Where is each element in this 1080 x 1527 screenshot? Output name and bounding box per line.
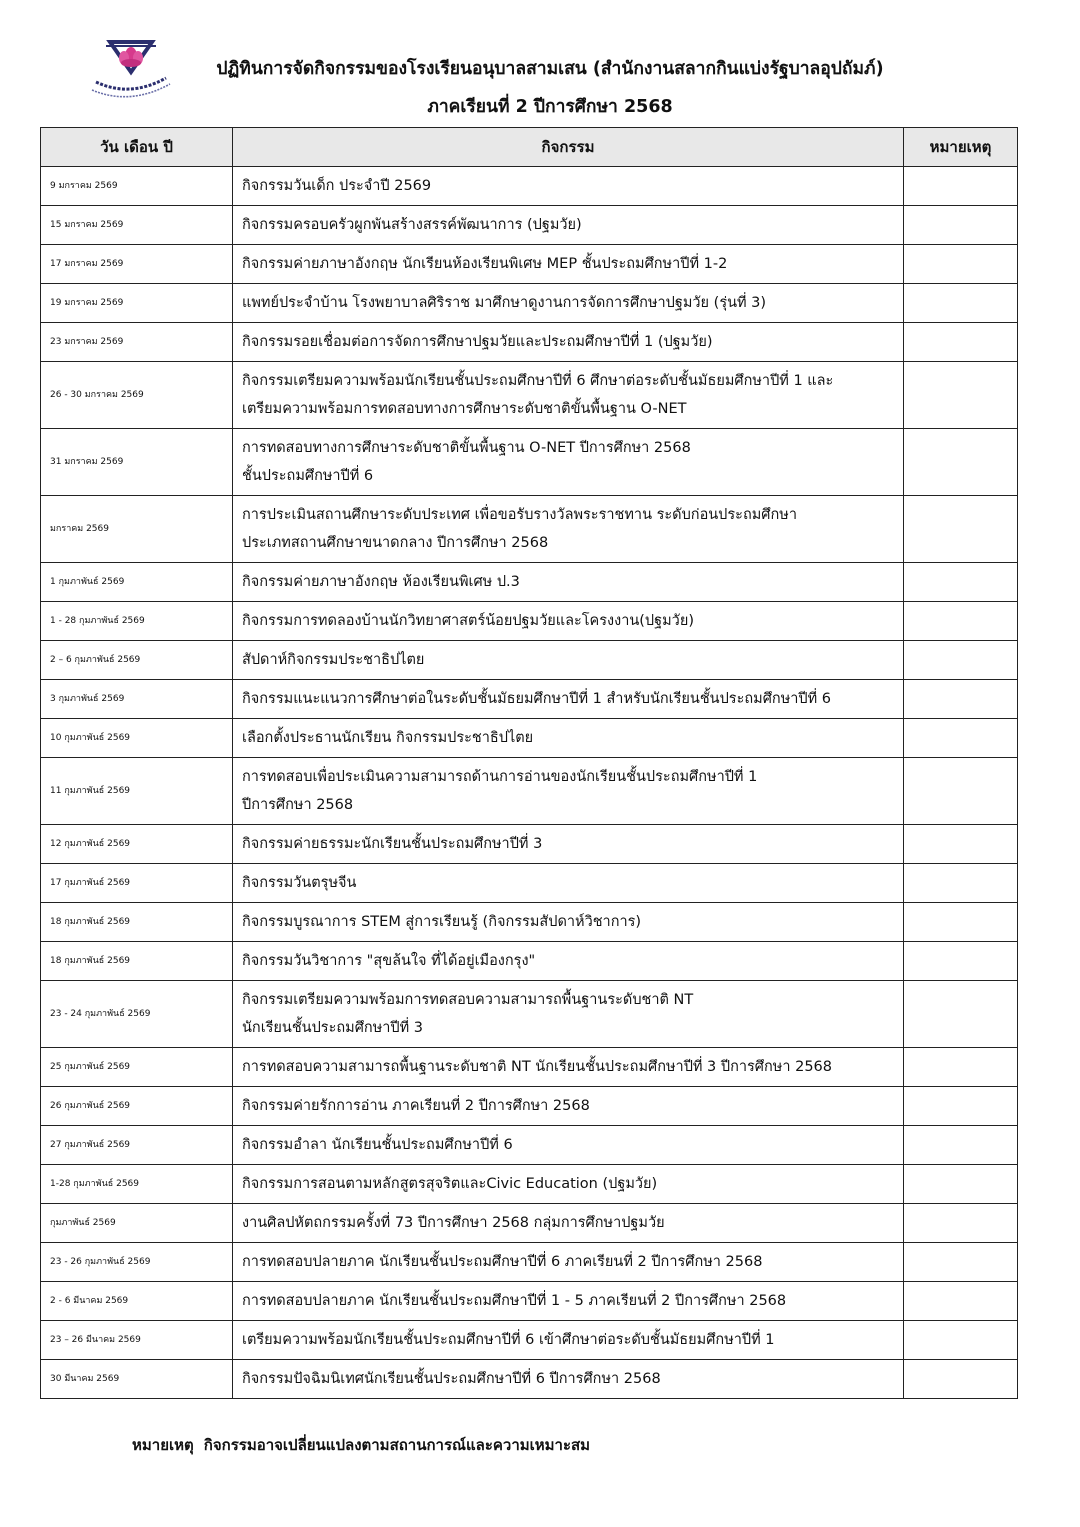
activity-cell (233, 602, 904, 641)
activity-line: เตรียมความพร้อมการทดสอบทางการศึกษาระดับชาติขั้นพื้นฐาน O-NET (242, 401, 687, 417)
table-row (41, 719, 1018, 758)
activity-cell (233, 942, 904, 981)
table-row (41, 563, 1018, 602)
table-row (41, 1204, 1018, 1243)
note-cell (904, 284, 1018, 323)
date-cell: 23 – 26 มีนาคม 2569 (41, 1321, 233, 1360)
school-logo (82, 38, 178, 102)
activity-line: กิจกรรมอำลา นักเรียนชั้นประถมศึกษาปีที่ 6 (242, 1137, 513, 1153)
table-row (41, 1048, 1018, 1087)
note-cell (904, 1126, 1018, 1165)
activity-cell (233, 1204, 904, 1243)
activity-cell (233, 323, 904, 362)
activity-cell (233, 864, 904, 903)
table-row (41, 981, 1018, 1048)
date-cell: 23 - 24 กุมภาพันธ์ 2569 (41, 981, 233, 1048)
date-cell: 26 กุมภาพันธ์ 2569 (41, 1087, 233, 1126)
table-row (41, 1165, 1018, 1204)
table-row (41, 1282, 1018, 1321)
note-cell (904, 981, 1018, 1048)
date-cell: 11 กุมภาพันธ์ 2569 (41, 758, 233, 825)
activity-cell (233, 245, 904, 284)
column-header-date: วัน เดือน ปี (41, 128, 233, 167)
date-cell: กุมภาพันธ์ 2569 (41, 1204, 233, 1243)
activity-line: การประเมินสถานศึกษาระดับประเทศ เพื่อขอรับรางวัลพระราชทาน ระดับก่อนประถมศึกษา (242, 507, 797, 523)
activity-line: กิจกรรมวันตรุษจีน (242, 875, 357, 891)
activity-cell (233, 719, 904, 758)
activity-line: การทดสอบทางการศึกษาระดับชาติขั้นพื้นฐาน O-NET ปีการศึกษา 2568 (242, 440, 691, 456)
activity-line: ชั้นประถมศึกษาปีที่ 6 (242, 468, 374, 484)
activity-cell (233, 496, 904, 563)
date-cell: 23 มกราคม 2569 (41, 323, 233, 362)
note-cell (904, 1321, 1018, 1360)
school-logo-icon (82, 38, 178, 102)
date-cell: 2 – 6 กุมภาพันธ์ 2569 (41, 641, 233, 680)
table-row (41, 1243, 1018, 1282)
activity-line: เลือกตั้งประธานนักเรียน กิจกรรมประชาธิปไตย (242, 730, 534, 746)
activity-cell (233, 284, 904, 323)
activity-line: กิจกรรมค่ายรักการอ่าน ภาคเรียนที่ 2 ปีการศึกษา 2568 (242, 1098, 590, 1114)
date-cell: 25 กุมภาพันธ์ 2569 (41, 1048, 233, 1087)
table-row (41, 167, 1018, 206)
note-cell (904, 245, 1018, 284)
activity-line: การทดสอบความสามารถพื้นฐานระดับชาติ NT นักเรียนชั้นประถมศึกษาปีที่ 3 ปีการศึกษา 2568 (242, 1059, 833, 1075)
date-cell: 31 มกราคม 2569 (41, 429, 233, 496)
table-row (41, 206, 1018, 245)
note-cell (904, 563, 1018, 602)
table-row (41, 680, 1018, 719)
date-cell: 9 มกราคม 2569 (41, 167, 233, 206)
note-cell (904, 1360, 1018, 1399)
note-cell (904, 1282, 1018, 1321)
note-cell (904, 1048, 1018, 1087)
note-cell (904, 602, 1018, 641)
table-row (41, 323, 1018, 362)
date-cell: 27 กุมภาพันธ์ 2569 (41, 1126, 233, 1165)
footer-note-label: หมายเหตุ (132, 1436, 194, 1454)
page-subtitle: ภาคเรียนที่ 2 ปีการศึกษา 2568 (427, 97, 673, 117)
note-cell (904, 1087, 1018, 1126)
activity-cell (233, 1048, 904, 1087)
table-header-row (41, 128, 1018, 167)
activity-cell (233, 1165, 904, 1204)
table-row (41, 825, 1018, 864)
activity-line: กิจกรรมการทดลองบ้านนักวิทยาศาสตร์น้อยปฐมวัยและโครงงาน(ปฐมวัย) (242, 613, 694, 629)
date-cell: 3 กุมภาพันธ์ 2569 (41, 680, 233, 719)
note-cell (904, 903, 1018, 942)
activity-cell (233, 167, 904, 206)
date-cell: 15 มกราคม 2569 (41, 206, 233, 245)
table-row (41, 1360, 1018, 1399)
activity-line: การทดสอบปลายภาค นักเรียนชั้นประถมศึกษาปีที่ 1 - 5 ภาคเรียนที่ 2 ปีการศึกษา 2568 (242, 1293, 787, 1309)
activity-line: กิจกรรมวันเด็ก ประจำปี 2569 (242, 178, 432, 194)
date-cell: 1 - 28 กุมภาพันธ์ 2569 (41, 602, 233, 641)
activity-cell (233, 1126, 904, 1165)
table-row (41, 602, 1018, 641)
activity-line: กิจกรรมปัจฉิมนิเทศนักเรียนชั้นประถมศึกษาปีที่ 6 ปีการศึกษา 2568 (242, 1371, 661, 1387)
activity-cell (233, 563, 904, 602)
note-cell (904, 641, 1018, 680)
note-cell (904, 167, 1018, 206)
activity-cell (233, 641, 904, 680)
activity-line: กิจกรรมครอบครัวผูกพันสร้างสรรค์พัฒนาการ (ปฐมวัย) (242, 217, 582, 233)
activity-cell (233, 758, 904, 825)
column-header-note: หมายเหตุ (904, 128, 1018, 167)
activity-line: กิจกรรมค่ายภาษาอังกฤษ ห้องเรียนพิเศษ ป.3 (242, 574, 520, 590)
note-cell (904, 1165, 1018, 1204)
activity-cell (233, 903, 904, 942)
activity-line: ปีการศึกษา 2568 (242, 797, 354, 813)
date-cell: 12 กุมภาพันธ์ 2569 (41, 825, 233, 864)
activity-line: กิจกรรมแนะแนวการศึกษาต่อในระดับชั้นมัธยมศึกษาปีที่ 1 สำหรับนักเรียนชั้นประถมศึกษาปีที่ 6 (242, 691, 831, 707)
table-row (41, 429, 1018, 496)
table-row (41, 641, 1018, 680)
activity-line: สัปดาห์กิจกรรมประชาธิปไตย (242, 652, 425, 668)
date-cell: 1 กุมภาพันธ์ 2569 (41, 563, 233, 602)
table-row (41, 1087, 1018, 1126)
activity-line: การทดสอบเพื่อประเมินความสามารถด้านการอ่านของนักเรียนชั้นประถมศึกษาปีที่ 1 (242, 769, 758, 785)
date-cell: 17 กุมภาพันธ์ 2569 (41, 864, 233, 903)
activity-cell (233, 1282, 904, 1321)
activity-line: กิจกรรมเตรียมความพร้อมนักเรียนชั้นประถมศึกษาปีที่ 6 ศึกษาต่อระดับชั้นมัธยมศึกษาปีที่ 1 และ (242, 373, 834, 389)
activity-line: กิจกรรมการสอนตามหลักสูตรสุจริตและCivic Education (ปฐมวัย) (242, 1176, 658, 1192)
note-cell (904, 719, 1018, 758)
date-cell: 18 กุมภาพันธ์ 2569 (41, 903, 233, 942)
date-cell: 19 มกราคม 2569 (41, 284, 233, 323)
note-cell (904, 864, 1018, 903)
date-cell: 23 - 26 กุมภาพันธ์ 2569 (41, 1243, 233, 1282)
date-cell: 10 กุมภาพันธ์ 2569 (41, 719, 233, 758)
note-cell (904, 429, 1018, 496)
note-cell (904, 942, 1018, 981)
date-cell: 26 - 30 มกราคม 2569 (41, 362, 233, 429)
activity-line: งานศิลปหัตถกรรมครั้งที่ 73 ปีการศึกษา 2568 กลุ่มการศึกษาปฐมวัย (242, 1215, 665, 1231)
activity-line: แพทย์ประจำบ้าน โรงพยาบาลศิริราช มาศึกษาดูงานการจัดการศึกษาปฐมวัย (รุ่นที่ 3) (242, 295, 767, 311)
table-row (41, 284, 1018, 323)
activity-line: กิจกรรมรอยเชื่อมต่อการจัดการศึกษาปฐมวัยและประถมศึกษาปีที่ 1 (ปฐมวัย) (242, 334, 713, 350)
activity-calendar-table (40, 127, 1018, 1399)
note-cell (904, 362, 1018, 429)
note-cell (904, 206, 1018, 245)
activity-line: กิจกรรมบูรณาการ STEM สู่การเรียนรู้ (กิจกรรมสัปดาห์วิชาการ) (242, 914, 642, 930)
note-cell (904, 1243, 1018, 1282)
activity-line: กิจกรรมค่ายธรรมะนักเรียนชั้นประถมศึกษาปีที่ 3 (242, 836, 543, 852)
activity-cell (233, 206, 904, 245)
activity-line: กิจกรรมเตรียมความพร้อมการทดสอบความสามารถพื้นฐานระดับชาติ NT (242, 992, 694, 1008)
table-row (41, 1321, 1018, 1360)
table-row (41, 362, 1018, 429)
activity-cell (233, 1243, 904, 1282)
table-row (41, 1126, 1018, 1165)
date-cell: 30 มีนาคม 2569 (41, 1360, 233, 1399)
note-cell (904, 825, 1018, 864)
activity-line: ประเภทสถานศึกษาขนาดกลาง ปีการศึกษา 2568 (242, 535, 549, 551)
table-row (41, 758, 1018, 825)
table-row (41, 942, 1018, 981)
note-cell (904, 323, 1018, 362)
activity-cell (233, 680, 904, 719)
activity-line: นักเรียนชั้นประถมศึกษาปีที่ 3 (242, 1020, 423, 1036)
note-cell (904, 758, 1018, 825)
note-cell (904, 1204, 1018, 1243)
page-title: ปฏิทินการจัดกิจกรรมของโรงเรียนอนุบาลสามเสน (สำนักงานสลากกินแบ่งรัฐบาลอุปถัมภ์) (216, 59, 884, 79)
table-row (41, 496, 1018, 563)
activity-cell (233, 1087, 904, 1126)
activity-line: กิจกรรมวันวิชาการ "สุขล้นใจ ที่ได้อยู่เมืองกรุง" (242, 953, 536, 969)
activity-line: การทดสอบปลายภาค นักเรียนชั้นประถมศึกษาปีที่ 6 ภาคเรียนที่ 2 ปีการศึกษา 2568 (242, 1254, 763, 1270)
table-row (41, 245, 1018, 284)
footer-note-text: กิจกรรมอาจเปลี่ยนแปลงตามสถานการณ์และความเหมาะสม (203, 1436, 591, 1454)
activity-cell (233, 362, 904, 429)
activity-cell (233, 429, 904, 496)
activity-line: เตรียมความพร้อมนักเรียนชั้นประถมศึกษาปีที่ 6 เข้าศึกษาต่อระดับชั้นมัธยมศึกษาปีที่ 1 (242, 1332, 775, 1348)
date-cell: 17 มกราคม 2569 (41, 245, 233, 284)
date-cell: 1-28 กุมภาพันธ์ 2569 (41, 1165, 233, 1204)
note-cell (904, 680, 1018, 719)
date-cell: 2 - 6 มีนาคม 2569 (41, 1282, 233, 1321)
activity-cell (233, 1360, 904, 1399)
table-row (41, 864, 1018, 903)
activity-cell (233, 981, 904, 1048)
note-cell (904, 496, 1018, 563)
footer-note (132, 1433, 600, 1457)
date-cell: มกราคม 2569 (41, 496, 233, 563)
activity-line: กิจกรรมค่ายภาษาอังกฤษ นักเรียนห้องเรียนพิเศษ MEP ชั้นประถมศึกษาปีที่ 1-2 (242, 256, 728, 272)
activity-cell (233, 825, 904, 864)
activity-cell (233, 1321, 904, 1360)
date-cell: 18 กุมภาพันธ์ 2569 (41, 942, 233, 981)
column-header-activity: กิจกรรม (233, 128, 904, 167)
table-row (41, 903, 1018, 942)
